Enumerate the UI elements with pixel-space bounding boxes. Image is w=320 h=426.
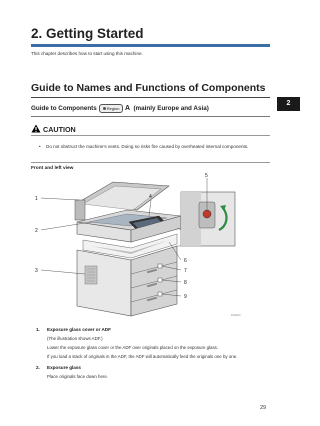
section-rule [31, 97, 270, 98]
item-2-name: Exposure glass [47, 365, 81, 370]
region-a-icon [125, 104, 131, 113]
bullet-icon: • [39, 144, 41, 149]
page-number: 29 [260, 405, 267, 411]
callout-7: 7 [184, 268, 187, 274]
item-1-line-1: (The illustration shows ADF.) [47, 336, 103, 341]
item-1-line-3: If you load a stack of originals in the ADF, the ADF will automatically feed the originals one by one. [47, 354, 238, 359]
caution-heading [31, 124, 76, 135]
image-code: DHF001 [231, 314, 241, 317]
item-2-line-1: Place originals face down here. [47, 374, 109, 379]
item-1-number: 1. [36, 327, 40, 332]
callout-3: 3 [35, 268, 38, 274]
chapter-title: 2. Getting Started [31, 26, 144, 41]
subsection-title-suffix: (mainly Europe and Asia) [133, 105, 209, 112]
callout-2: 2 [35, 228, 38, 234]
callout-5: 5 [205, 173, 208, 179]
caution-rule [31, 135, 270, 136]
callout-8: 8 [184, 280, 187, 286]
callout-4: 4 [149, 194, 152, 200]
caution-item: Do not obstruct the machine's vents. Doing so risks fire caused by overheated internal components. [46, 144, 249, 149]
region-badge-label: Region [106, 106, 120, 111]
callout-6: 6 [184, 258, 187, 264]
view-heading: Front and left view [31, 166, 74, 171]
item-1-line-2: Lower the exposure glass cover or the ADF over originals placed on the exposure glass. [47, 345, 219, 350]
region-a-letter: A [125, 105, 131, 111]
region-badge [99, 104, 124, 113]
caution-label: CAUTION [43, 125, 76, 134]
item-1-name: Exposure glass cover or ADF [47, 327, 111, 332]
item-2-number: 2. [36, 365, 40, 370]
chapter-side-tab: 2 [277, 97, 300, 111]
subsection-title [31, 104, 209, 113]
machine-illustration [31, 170, 270, 320]
subsection-rule [31, 116, 270, 117]
subsection-title-prefix: Guide to Components [31, 105, 97, 112]
chapter-description: This chapter describes how to start using this machine. [31, 51, 143, 56]
warning-triangle-icon [31, 124, 41, 135]
machine-diagram [31, 170, 270, 320]
callout-9: 9 [184, 294, 187, 300]
power-switch [203, 210, 211, 218]
chapter-rule [31, 44, 270, 47]
caution-box [31, 139, 270, 163]
region-dot-icon [103, 107, 106, 110]
section-title: Guide to Names and Functions of Components [31, 82, 266, 94]
callout-1: 1 [35, 196, 38, 202]
